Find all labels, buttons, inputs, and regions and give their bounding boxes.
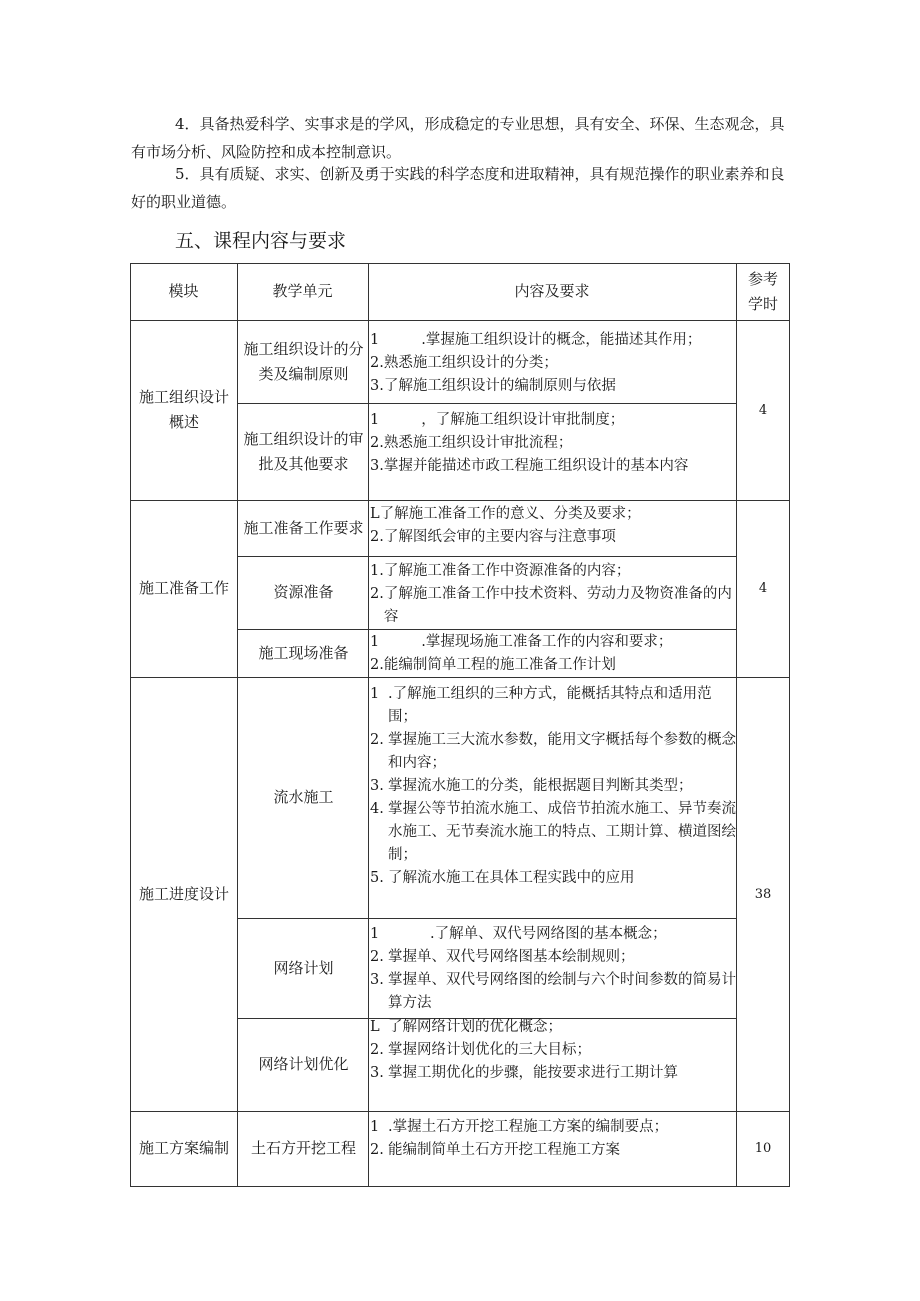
unit-name: 施工准备工作要求 xyxy=(243,518,364,537)
module-hours: 38 xyxy=(754,886,772,902)
item-text: 掌握单、双代号网络图基本绘制规则； xyxy=(388,949,635,965)
unit-name: 施工现场准备 xyxy=(258,643,349,662)
item-number: 3. xyxy=(370,378,384,394)
content-list xyxy=(370,329,738,398)
list-item xyxy=(370,560,738,583)
header-unit: 教学单元 xyxy=(272,282,333,300)
content-list xyxy=(370,683,738,890)
item-text: .了解施工组织的三种方式，能概括其特点和适用范围； xyxy=(388,686,712,725)
item-number: 1 xyxy=(370,634,380,650)
item-number: 2. xyxy=(370,1142,384,1158)
unit-name: 土石方开挖工程 xyxy=(250,1139,356,1157)
item-number: L xyxy=(370,1019,380,1035)
module-hours: 10 xyxy=(754,1141,772,1156)
item-number: 2. xyxy=(370,949,384,965)
item-text: 了解施工准备工作的意义、分类及要求； xyxy=(379,506,641,522)
item-text: 掌握公等节拍流水施工、成倍节拍流水施工、异节奏流水施工、无节奏流水施工的特点、工期计算、横道图绘制； xyxy=(388,801,736,863)
item-text: .掌握施工组织设计的概念，能描述其作用； xyxy=(421,332,702,348)
item-text: 掌握并能描述市政工程施工组织设计的基本内容 xyxy=(383,458,689,474)
list-item xyxy=(370,798,738,867)
content-list xyxy=(370,503,738,549)
module-name: 施工准备工作 xyxy=(138,579,229,597)
item-text: 掌握工期优化的步骤，能按要求进行工期计算 xyxy=(388,1065,678,1081)
list-item xyxy=(370,375,738,398)
list-item xyxy=(370,946,738,969)
module-hours: 4 xyxy=(758,581,768,596)
item-number: 2. xyxy=(370,657,384,673)
item-text: 掌握施工三大流水参数，能用文字概括每个参数的概念和内容； xyxy=(388,732,736,771)
item-number: 2. xyxy=(370,1042,384,1058)
module-name: 施工进度设计 xyxy=(138,884,229,903)
item-text: ，了解施工组织设计审批制度； xyxy=(421,412,625,428)
item-number: 1 xyxy=(370,686,380,702)
module-name: 施工方案编制 xyxy=(138,1139,229,1157)
unit-name: 施工组织设计的分类及编制原则 xyxy=(243,339,364,383)
item-number: 4. xyxy=(370,801,384,817)
header-content: 内容及要求 xyxy=(514,282,590,300)
item-number: 3. xyxy=(370,1065,384,1081)
list-item xyxy=(370,923,738,946)
content-list xyxy=(370,631,738,677)
item-text: 了解网络计划的优化概念； xyxy=(388,1019,562,1035)
list-item xyxy=(370,729,738,775)
item-number: 2. xyxy=(370,355,384,371)
module-name: 施工组织设计概述 xyxy=(138,388,229,431)
item-number: 3. xyxy=(370,458,384,474)
item-text: 了解施工准备工作中技术资料、劳动力及物资准备的内容 xyxy=(383,586,732,625)
list-item xyxy=(370,1116,738,1139)
content-list xyxy=(370,923,738,1018)
item-number: 2. xyxy=(370,529,384,545)
item-number: 1 xyxy=(370,332,380,348)
list-item xyxy=(370,455,738,478)
content-list xyxy=(370,1016,738,1085)
list-item xyxy=(370,1016,738,1039)
section-title: 五、课程内容与要求 xyxy=(175,230,347,252)
item-text: .掌握现场施工准备工作的内容和要求； xyxy=(421,634,673,650)
list-item xyxy=(370,526,738,549)
course-content-table xyxy=(130,263,790,1187)
header-hours xyxy=(736,263,790,320)
list-item xyxy=(370,329,738,352)
unit-name: 资源准备 xyxy=(273,583,334,601)
item-text: 能编制简单土石方开挖工程施工方案 xyxy=(388,1142,620,1158)
header-hours-line2: 学时 xyxy=(747,294,778,313)
item-number: 5. xyxy=(370,870,384,886)
item-text: 掌握网络计划优化的三大目标； xyxy=(388,1042,591,1058)
list-item xyxy=(370,867,738,890)
list-item xyxy=(370,1039,738,1062)
item-text: 掌握单、双代号网络图的绘制与六个时间参数的简易计算方法 xyxy=(388,972,736,1011)
list-item xyxy=(370,409,738,432)
item-number: 2. xyxy=(370,435,384,451)
item-text: .了解单、双代号网络图的基本概念； xyxy=(430,926,667,942)
item-text: 掌握流水施工的分类，能根据题目判断其类型； xyxy=(388,778,693,794)
unit-name: 施工组织设计的审批及其他要求 xyxy=(243,429,364,473)
unit-name: 网络计划 xyxy=(273,958,334,977)
list-item xyxy=(370,775,738,798)
item-number: 3. xyxy=(370,972,384,988)
item-text: 能编制简单工程的施工准备工作计划 xyxy=(383,657,616,673)
item-number: 2. xyxy=(370,586,384,602)
unit-name: 流水施工 xyxy=(273,788,334,806)
list-item xyxy=(370,631,738,654)
item-text: 了解施工组织设计的编制原则与依据 xyxy=(383,378,616,394)
item-number: 1 xyxy=(370,1119,380,1135)
item-text: 了解图纸会审的主要内容与注意事项 xyxy=(383,529,616,545)
list-item xyxy=(370,969,738,1015)
item-text: 熟悉施工组织设计的分类； xyxy=(383,355,558,371)
item-number: 2. xyxy=(370,732,384,748)
list-item xyxy=(370,352,738,375)
list-item xyxy=(370,1062,738,1085)
list-item xyxy=(370,1139,738,1162)
item-number: L xyxy=(370,506,380,522)
module-hours: 4 xyxy=(758,402,768,418)
item-number: 3. xyxy=(370,778,384,794)
item-text: 了解流水施工在具体工程实践中的应用 xyxy=(388,870,635,886)
list-item xyxy=(370,654,738,677)
item-text: .掌握土石方开挖工程施工方案的编制要点； xyxy=(388,1119,669,1135)
item-number: 1 xyxy=(370,926,380,942)
header-hours-line1: 参考 xyxy=(747,269,778,288)
header-module: 模块 xyxy=(168,282,199,300)
content-list xyxy=(370,1116,738,1162)
paragraph-5: 5．具有质疑、求实、创新及勇于实践的科学态度和进取精神，具有规范操作的职业素养和良好的职业道德。 xyxy=(131,165,785,211)
paragraph-4: 4．具备热爱科学、实事求是的学风，形成稳定的专业思想，具有安全、环保、生态观念，具有市场分析、风险防控和成本控制意识。 xyxy=(131,115,785,161)
list-item xyxy=(370,503,738,526)
unit-name: 网络计划优化 xyxy=(258,1055,349,1073)
content-list xyxy=(370,409,738,478)
list-item xyxy=(370,432,738,455)
list-item xyxy=(370,583,738,629)
item-number: 1 xyxy=(370,412,380,428)
list-item xyxy=(370,683,738,729)
content-list xyxy=(370,560,738,629)
item-number: 1. xyxy=(370,563,384,579)
item-text: 了解施工准备工作中资源准备的内容； xyxy=(383,563,631,579)
item-text: 熟悉施工组织设计审批流程； xyxy=(383,435,573,451)
